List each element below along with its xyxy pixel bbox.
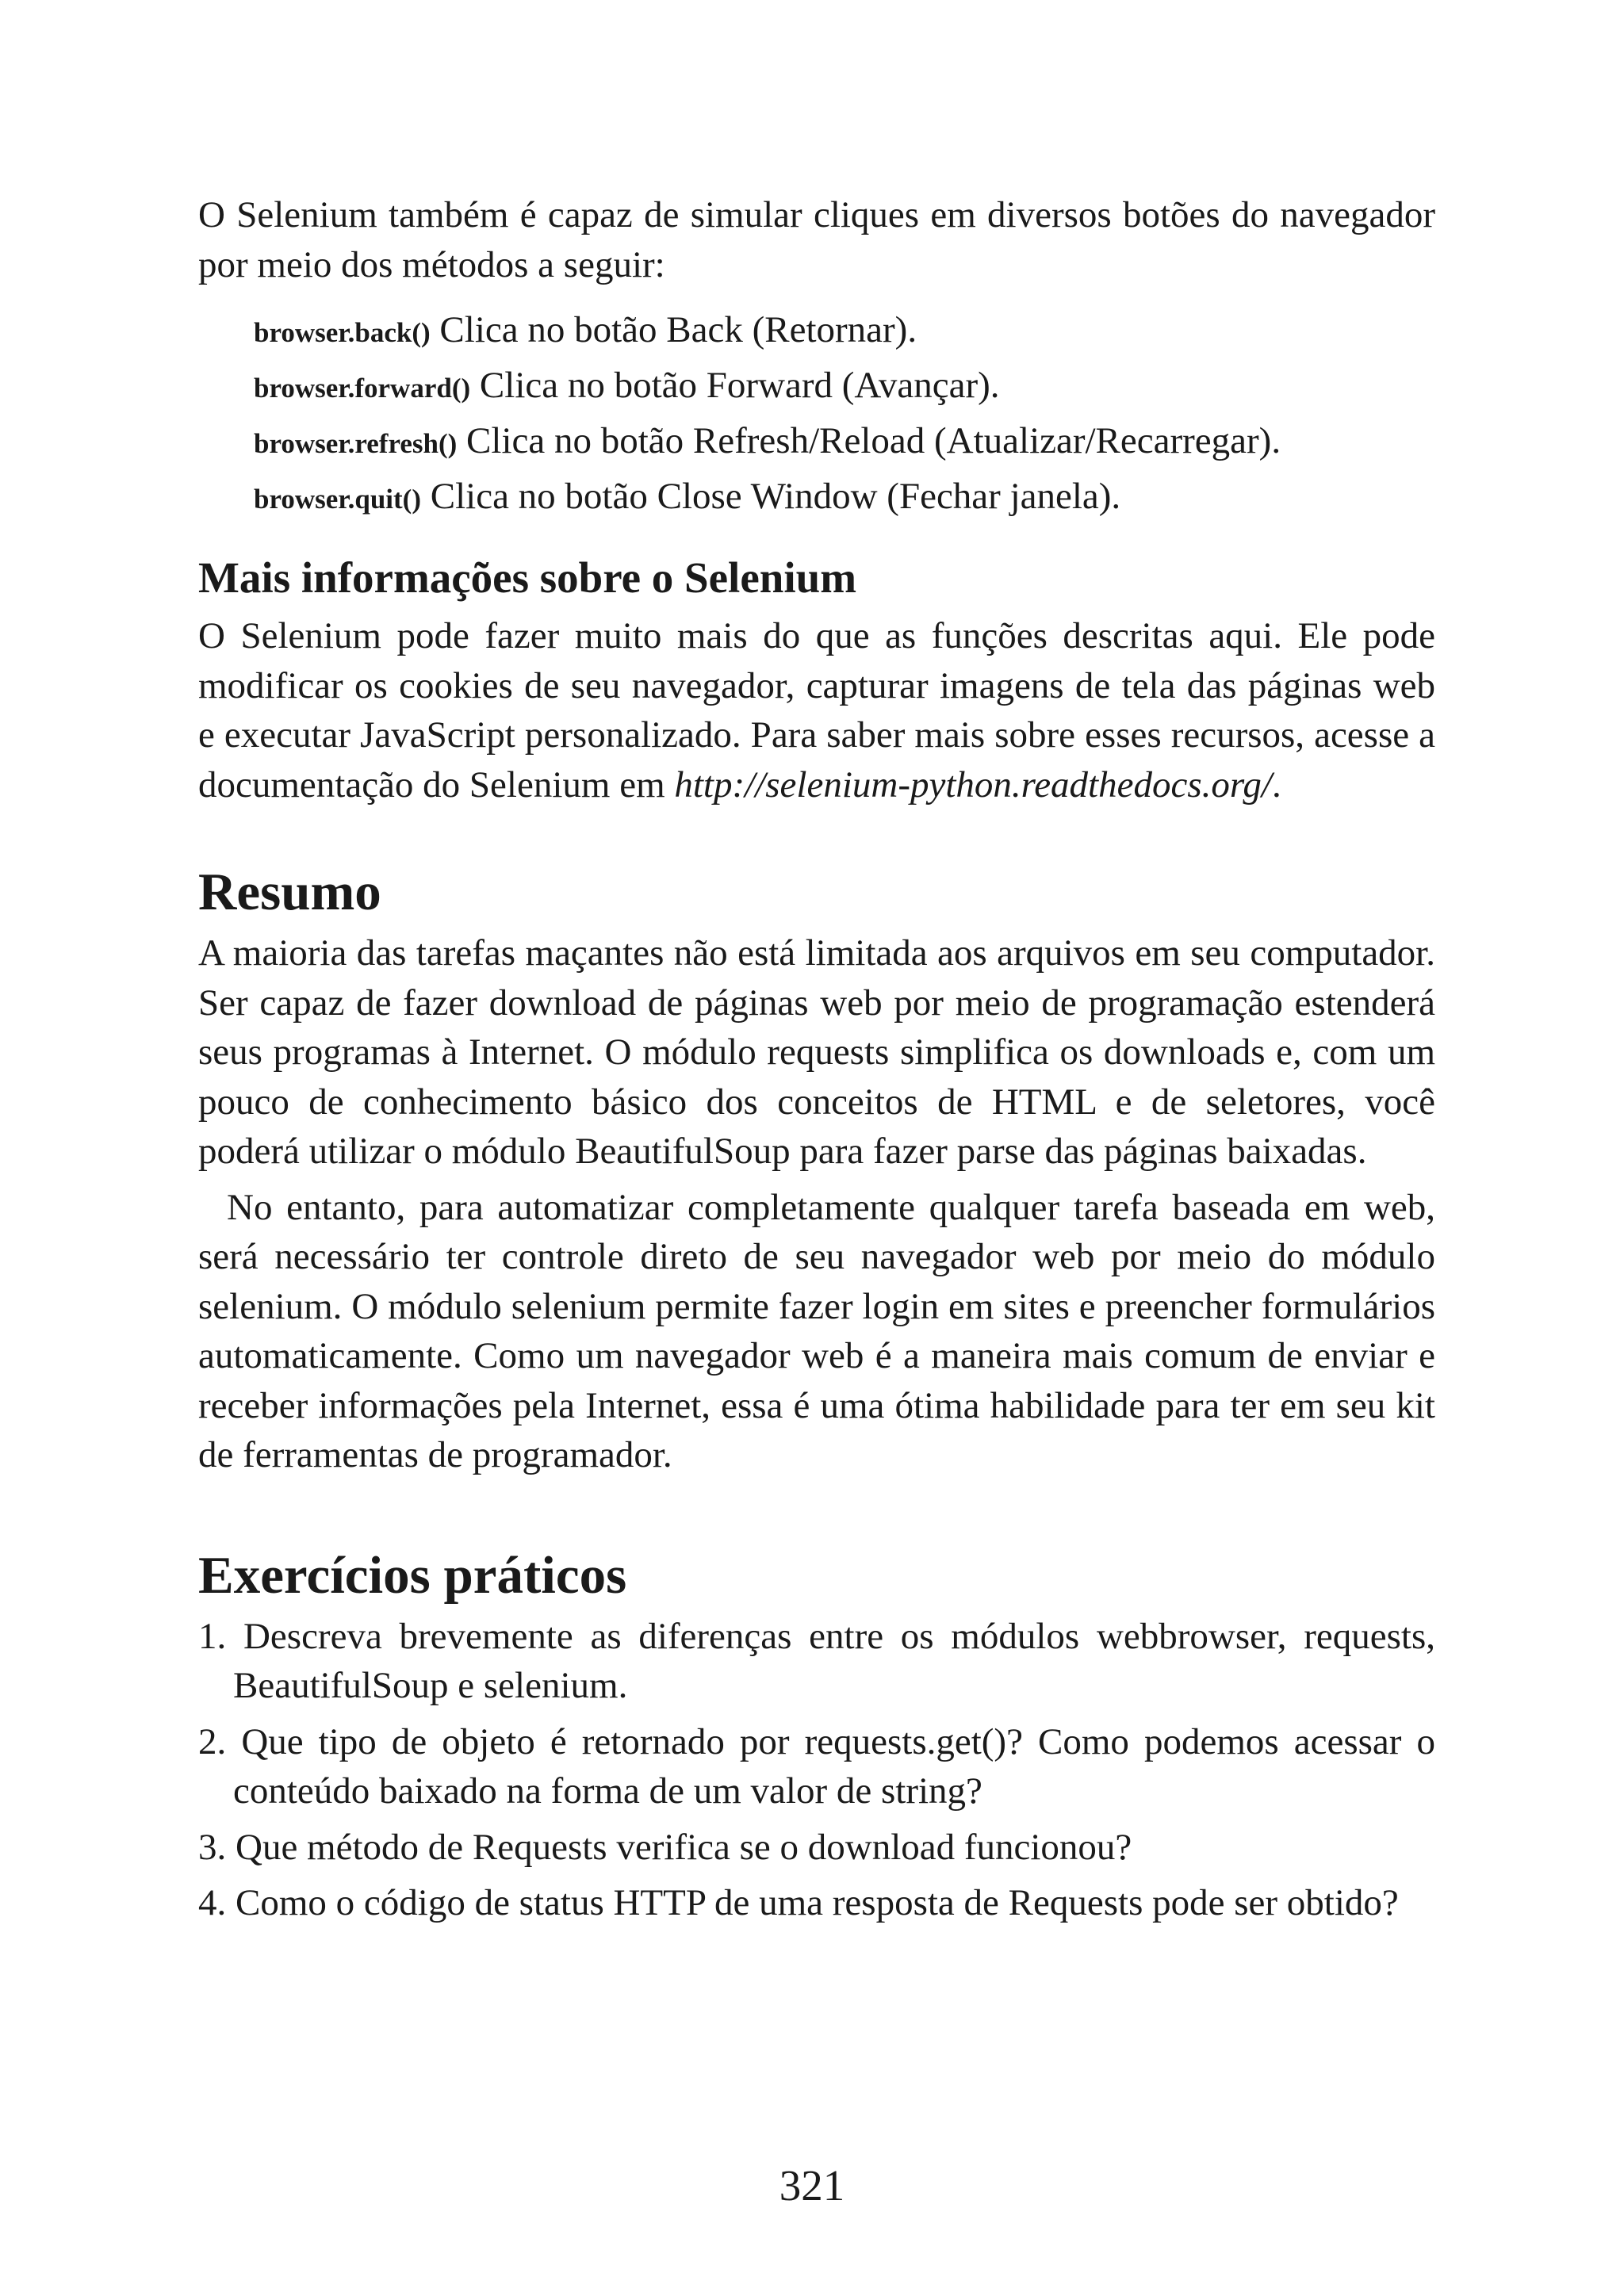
intro-paragraph: O Selenium também é capaz de simular cliques em diversos botões do navegador por meio dos métodos a seguir: [198,194,1435,285]
method-code: browser.back() [254,317,431,348]
method-forward [254,359,1435,415]
method-description: Clica no botão Refresh/Reload (Atualizar/Recarregar). [457,420,1281,461]
more-info-text: O Selenium pode fazer muito mais do que as funções descritas aqui. Ele pode modificar os cookies de seu navegador, capturar imagens de tela das páginas web e executar JavaScript personalizado. Para saber mais sobre esses recursos, acesse a documentação do Selenium em [198,615,1435,806]
page-content [198,190,1435,1934]
page-number: 321 [779,2161,845,2210]
exercise-item: 3. Que método de Requests verifica se o download funcionou? [198,1826,1132,1868]
method-back [254,304,1435,359]
summary-heading: Resumo [198,863,381,921]
exercises-list [198,1612,1435,1928]
method-description: Clica no botão Back (Retornar). [430,309,917,350]
summary-paragraph-1: A maioria das tarefas maçantes não está limitada aos arquivos em seu computador. Ser capaz de fazer download de páginas web por meio de programação estenderá seus programas à Internet. O módulo requests simplifica os downloads e, com um pouco de conhecimento básico dos conceitos de HTML e de seletores, você poderá utilizar o módulo BeautifulSoup para fazer parse das páginas baixadas. [198,932,1435,1172]
exercise-item: 4. Como o código de status HTTP de uma resposta de Requests pode ser obtido? [198,1882,1399,1923]
method-code: browser.forward() [254,373,471,404]
exercises-section [198,1542,1435,1928]
method-quit [254,470,1435,526]
browser-methods-list [254,304,1435,526]
more-info-heading: Mais informações sobre o Selenium [198,553,857,602]
exercises-heading: Exercícios práticos [198,1545,627,1605]
exercise-item: 1. Descreva brevemente as diferenças entre os módulos webbrowser, requests, BeautifulSoup e selenium. [198,1615,1435,1706]
summary-paragraph-2: No entanto, para automatizar completamente qualquer tarefa baseada em web, será necessário ter controle direto de seu navegador web por meio do módulo selenium. O módulo selenium permite fazer login em sites e preencher formulários automaticamente. Como um navegador web é a maneira mais comum de enviar e receber informações pela Internet, essa é uma ótima habilidade para ter em seu kit de ferramentas de programador. [198,1186,1435,1475]
summary-section [198,859,1435,1480]
exercise-item: 2. Que tipo de objeto é retornado por requests.get()? Como podemos acessar o conteúdo baixado na forma de um valor de string? [198,1720,1435,1812]
method-code: browser.quit() [254,484,421,515]
method-description: Clica no botão Close Window (Fechar janela). [421,476,1121,517]
method-code: browser.refresh() [254,428,458,459]
method-description: Clica no botão Forward (Avançar). [470,365,1000,406]
method-refresh [254,415,1435,470]
more-info-section [198,549,1435,809]
documentation-url: http://selenium-python.readthedocs.org/ [674,763,1272,806]
more-info-paragraph [198,611,1435,809]
more-info-end: . [1271,763,1281,806]
